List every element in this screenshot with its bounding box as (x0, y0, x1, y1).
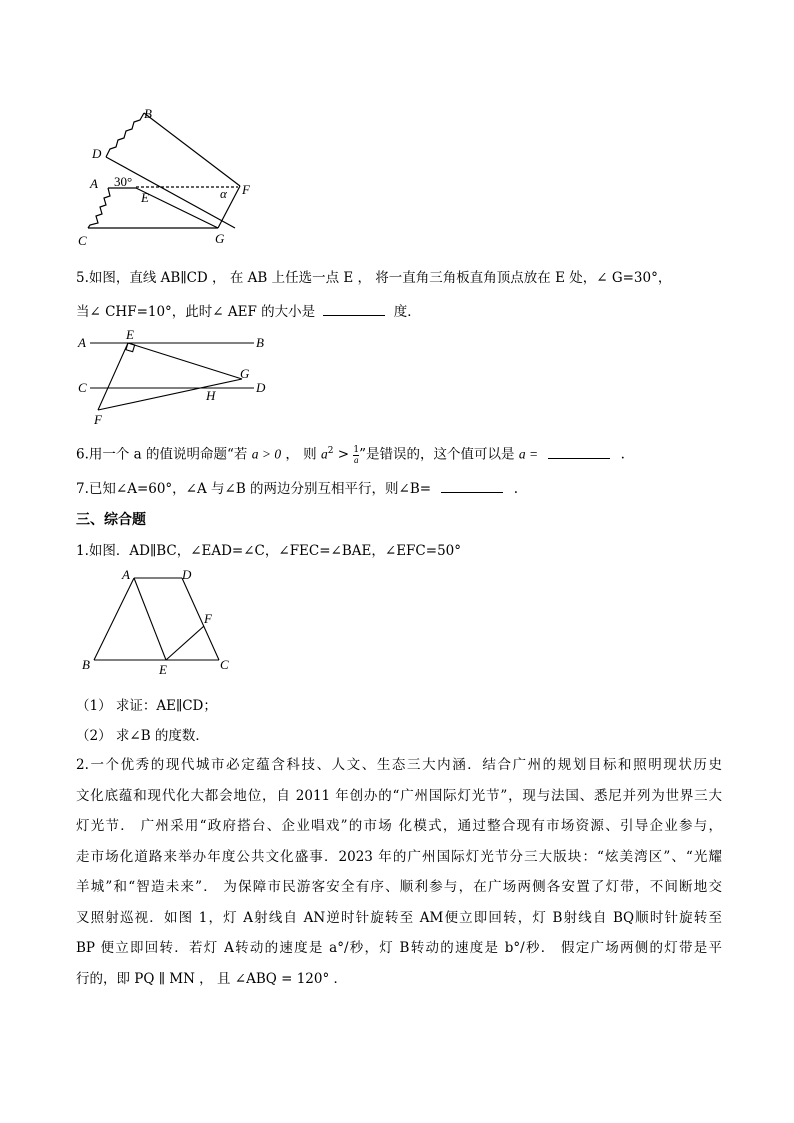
q6-answer-blank (548, 444, 610, 459)
figure-1-geometry (70, 100, 270, 250)
c2-line: 文化底蕴和现代化大都会地位，自 2011 年创办的“广州国际灯光节”，现与法国、悉尼并列为世界三大 (76, 787, 722, 804)
c2-line: 叉照射巡视．如图 1，灯 A射线自 AN逆时针旋转至 AM便立即回转，灯 B射线自 BQ顺时针旋转至 (76, 909, 722, 926)
c1-sub2: （2） 求∠B 的度数． (76, 728, 209, 744)
q6-fraction: $\frac{1}{a}$ (353, 444, 360, 465)
section-title: 三、综合题 (76, 512, 146, 528)
fig3-label-C: C (220, 657, 229, 672)
fig2-label-C: C (78, 380, 87, 395)
fig3-label-F: F (204, 611, 212, 626)
fig1-label-D: D (92, 146, 102, 161)
c2-paragraph (76, 750, 722, 994)
fig1-label-E: E (141, 190, 149, 205)
fig2-label-F: F (94, 412, 102, 426)
fig2-label-B: B (256, 335, 264, 350)
fig1-label-G: G (215, 231, 225, 246)
q5-line2: 当∠ CHF=10°，此时∠ AEF 的大小是 度． (76, 301, 421, 321)
fig2-label-E: E (126, 328, 134, 342)
q6-line: 6.用一个 a 的值说明命题“若 a > 0 ， 则 $a^2$ > $\frac{1}{a}$ ”是错误的，这个值可以是 a = . (76, 444, 625, 465)
fig1-label-alpha: α (220, 186, 227, 201)
fig3-label-B: B (82, 657, 90, 672)
c2-line: 羊城”和“智造未来”． 为保障市民游客安全有序、顺利参与，在广场两侧各安置了灯带，不间断地交 (76, 879, 722, 895)
fig1-label-C: C (78, 233, 87, 248)
figure-3-geometry (82, 566, 242, 678)
fig1-label-A: A (90, 176, 98, 191)
fig2-label-D: D (256, 380, 266, 395)
c1-sub1: （1） 求证：AE∥CD； (76, 698, 217, 714)
c2-line: 走市场化道路来举办年度公共文化盛事．2023 年的广州国际灯光节分三大版块：“炫美湾区”、“光耀 (76, 848, 722, 865)
fig3-label-A: A (122, 567, 130, 582)
c2-line: 灯光节． 广州采用“政府搭台、企业唱戏”的市场 化模式，通过整合现有市场资源、引导企业参与， (76, 818, 722, 834)
fig2-label-A: A (78, 335, 86, 350)
fig1-label-B: B (144, 106, 152, 121)
fig1-label-angle: 30° (114, 174, 133, 189)
q7-answer-blank (441, 478, 503, 493)
fig3-label-E: E (159, 662, 167, 677)
c1-text: 1.如图．AD∥BC，∠EAD=∠C，∠FEC=∠BAE，∠EFC=50° (76, 543, 461, 559)
q5-answer-blank (323, 301, 385, 316)
q7-line: 7.已知∠A=60°，∠A 与∠B 的两边分别互相平行，则∠B= . (76, 478, 518, 498)
figure-2-geometry (74, 328, 284, 426)
fig2-label-G: G (240, 366, 250, 381)
q5-line1: 5.如图，直线 AB∥CD ， 在 AB 上任选一点 E ， 将一直角三角板直角顶点放在 E 处，∠ G=30°， (76, 270, 672, 286)
fig2-label-H: H (206, 388, 216, 403)
fig1-label-F: F (242, 182, 250, 197)
c2-line: 2.一个优秀的现代城市必定蕴含科技、人文、生态三大内涵．结合广州的规划目标和照明现状历史 (76, 757, 722, 773)
fig3-label-D: D (182, 567, 192, 582)
c2-line: BP 便立即回转．若灯 A转动的速度是 a°/秒，灯 B转动的速度是 b°/秒． 假定广场两侧的灯带是平 (76, 940, 722, 956)
c2-line: 行的，即 PQ ∥ MN ， 且 ∠ABQ = 120° ． (76, 970, 348, 987)
